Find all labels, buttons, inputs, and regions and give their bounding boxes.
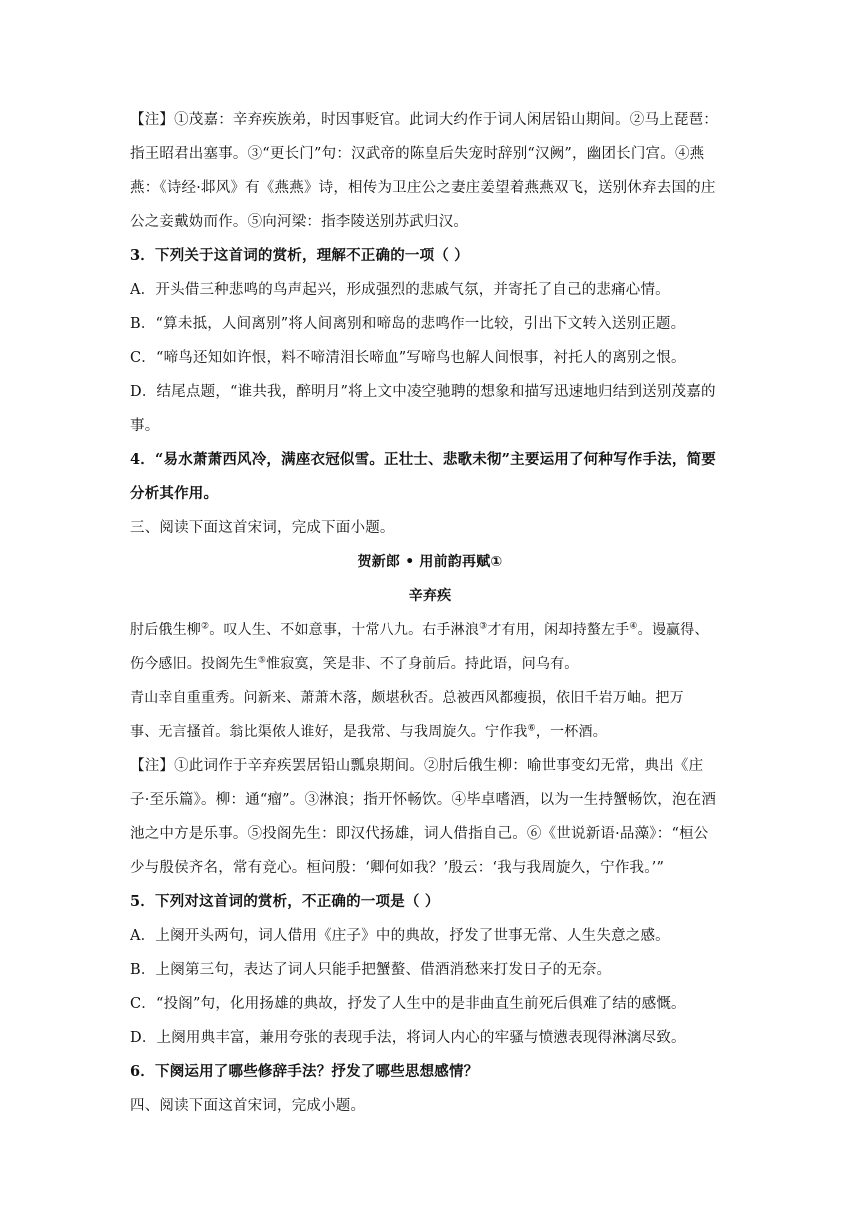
note-line: 公之妾戴妫而作。⑤向河梁：指李陵送别苏武归汉。	[130, 214, 469, 230]
note-line: 【注】①此词作于辛弃疾罢居铅山瓢泉期间。②肘后俄生柳：喻世事变幻无常，典出《庄	[130, 758, 704, 774]
poem-text: 惟寂寞，笑是非、不了身前后。持此语，问乌有。	[266, 656, 579, 672]
note-line: 池之中方是乐事。⑤投阁先生：即汉代扬雄，词人借指自己。⑥《世说新语·品藻》：“桓公	[130, 826, 709, 842]
poem-line	[130, 722, 730, 742]
question-5-option-c: C．“投阁”句，化用扬雄的典故，抒发了人生中的是非曲直生前死后俱难了结的感慨。	[130, 996, 686, 1012]
poem-text: 伤今感旧。投阁先生	[130, 656, 258, 672]
footnote-mark: ④	[629, 621, 638, 632]
question-5-option-b: B．上阕第三句，表达了词人只能手把蟹螯、借酒消愁来打发日子的无奈。	[130, 962, 612, 978]
section-heading: 四、阅读下面这首宋词，完成小题。	[130, 1098, 366, 1114]
question-5-option-d: D．上阕用典丰富，兼用夸张的表现手法，将词人内心的牢骚与愤懑表现得淋漓尽致。	[130, 1030, 686, 1046]
poem-text: 事、无言搔首。翁比渠侬人谁好，是我常、与我周旋久。宁作我	[130, 724, 528, 740]
question-3-option-d: D．结尾点题，“谁共我，醉明月”将上文中凌空驰聘的想象和描写迅速地归结到送别茂嘉的	[130, 384, 716, 400]
footnote-mark: ⑤	[257, 655, 267, 666]
footnote-mark: ②	[201, 621, 210, 632]
question-3-option-b: B．“算未抵，人间离别”将人间离别和啼岛的悲鸣作一比较，引出下文转入送别正题。	[130, 316, 686, 332]
note-line: 燕：《诗经·邶风》有《燕燕》诗，相传为卫庄公之妻庄姜望着燕燕双飞，送别休弃去国的庄	[130, 180, 716, 196]
poem-author: 辛弃疾	[408, 588, 452, 604]
question-6-stem: 6．下阕运用了哪些修辞手法？抒发了哪些思想感情？	[130, 1063, 479, 1080]
section-heading: 三、阅读下面这首宋词，完成下面小题。	[130, 520, 395, 536]
poem-text: 青山幸自重重秀。问新来、萧萧木落，颇堪秋否。总被西风都瘦损，依旧千岩万岫。把万	[130, 690, 684, 706]
question-5-option-a: A．上阕开头两句，词人借用《庄子》中的典故，抒发了世事无常、人生失意之感。	[130, 928, 670, 944]
footnote-mark: ③	[479, 621, 488, 632]
note-line: 指王昭君出塞事。③“更长门”句：汉武帝的陈皇后失宠时辞别“汉阙”，幽团长门宫。④燕	[130, 146, 705, 162]
poem-text: 。谩赢得、	[637, 622, 709, 638]
poem-line	[130, 620, 730, 640]
question-4-stem-cont: 分析其作用。	[130, 485, 219, 502]
question-3-option-a: A．开头借三种悲鸣的鸟声起兴，形成强烈的悲戚气氛，并寄托了自己的悲痛心情。	[130, 282, 670, 298]
poem-title: 贺新郎 • 用前韵再赋①	[357, 554, 503, 570]
poem-text: 。叹人生、不如意事，十常八九。右手淋浪	[209, 622, 480, 638]
poem-text: 肘后俄生柳	[130, 622, 201, 638]
question-4-stem: 4．“易水萧萧西风冷，满座衣冠似雪。正壮士、悲歌未彻”主要运用了何种写作手法，简要	[130, 451, 716, 468]
poem-text: ，一杯酒。	[535, 724, 607, 740]
question-5-stem: 5．下列对这首词的赏析，不正确的一项是（ ）	[130, 893, 440, 910]
footnote-mark: ⑥	[527, 723, 536, 734]
note-line: 子·至乐篇》。柳：通“瘤”。③淋浪；指开怀畅饮。④毕卓嗜酒，以为一生持蟹畅饮，泡在酒	[130, 792, 717, 808]
question-3-stem: 3．下列关于这首词的赏析，理解不正确的一项（ ）	[130, 247, 469, 264]
note-line: 少与殷侯齐名，常有竞心。桓问殷：‘卿何如我？’殷云：‘我与我周旋久，宁作我。’”	[130, 860, 665, 876]
poem-line	[130, 688, 730, 708]
question-3-option-c: C．“啼鸟还知如许恨，料不啼清泪长啼血”写啼鸟也解人间恨事，衬托人的离别之恨。	[130, 350, 686, 366]
poem-line	[130, 654, 730, 674]
question-3-option-d-cont: 事。	[130, 418, 160, 434]
poem-text: 才有用，闲却持螯左手	[487, 622, 630, 638]
note-line: 【注】①茂嘉：辛弃疾族弟，时因事贬官。此词大约作于词人闲居铅山期间。②马上琵琶：	[130, 112, 718, 128]
